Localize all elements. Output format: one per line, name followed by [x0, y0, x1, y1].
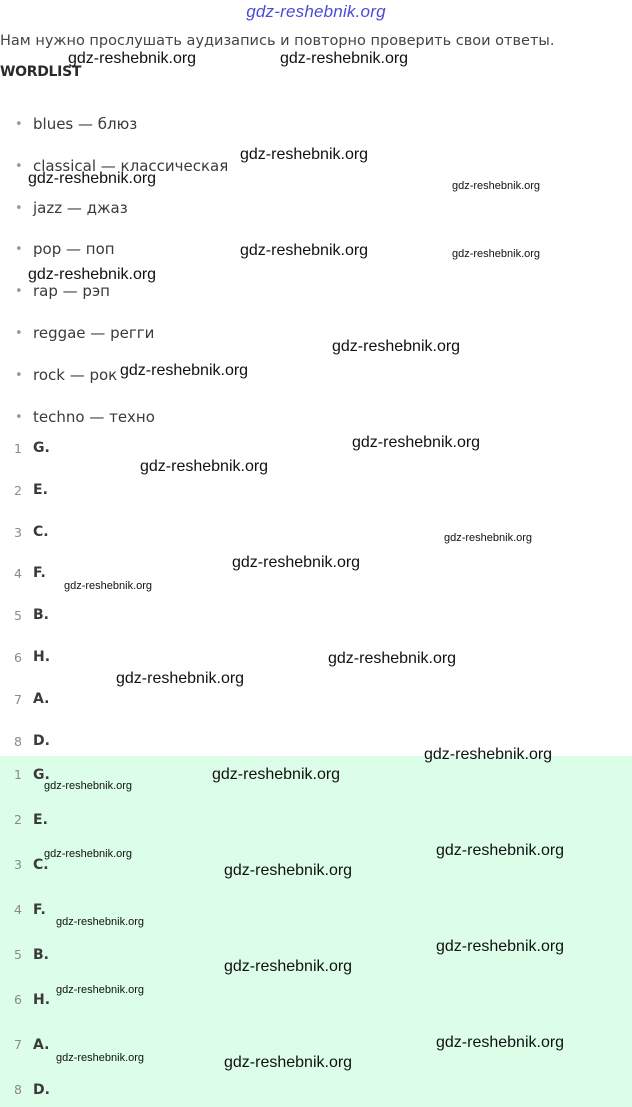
intro-text: Нам нужно прослушать аудизапись и повторно проверить свои ответы. — [0, 33, 555, 49]
watermark: gdz-reshebnik.org — [28, 266, 157, 283]
answer-number: 6 — [14, 992, 22, 1007]
watermark: gdz-reshebnik.org — [452, 248, 541, 260]
wordlist-item-text: pop — поп — [33, 240, 115, 259]
wordlist — [0, 104, 228, 438]
watermark: gdz-reshebnik.org — [56, 984, 145, 996]
answer-letter: E. — [33, 481, 48, 498]
answer-row — [0, 891, 632, 936]
bullet-icon: • — [15, 409, 23, 425]
answer-letter: F. — [33, 565, 46, 582]
watermark: gdz-reshebnik.org — [224, 1054, 353, 1071]
watermark: gdz-reshebnik.org — [44, 780, 133, 792]
watermark: gdz-reshebnik.org — [212, 766, 341, 783]
answer-letter: A. — [33, 1037, 50, 1053]
watermark: gdz-reshebnik.org — [120, 362, 249, 379]
watermark: gdz-reshebnik.org — [280, 50, 409, 67]
answer-number: 6 — [14, 649, 22, 665]
bullet-icon: • — [15, 284, 23, 300]
answer-letter: H. — [33, 648, 51, 665]
watermark: gdz-reshebnik.org — [444, 532, 533, 544]
answer-row — [0, 846, 632, 891]
answer-row — [0, 679, 632, 721]
answer-row — [0, 801, 632, 846]
watermark: gdz-reshebnik.org — [44, 848, 133, 860]
answer-row — [0, 1026, 632, 1071]
watermark: gdz-reshebnik.org — [352, 434, 481, 451]
wordlist-item — [0, 355, 228, 397]
watermark: gdz-reshebnik.org — [240, 242, 369, 259]
wordlist-item-text: techno — техно — [33, 407, 155, 426]
watermark: gdz-reshebnik.org — [56, 1052, 145, 1064]
answer-letter: F. — [33, 902, 46, 918]
watermark: gdz-reshebnik.org — [328, 650, 457, 667]
answer-number: 8 — [14, 1082, 22, 1097]
bullet-icon: • — [15, 158, 23, 174]
answer-row — [0, 1071, 632, 1107]
answer-row — [0, 637, 632, 679]
answer-list-highlighted — [0, 756, 632, 1107]
site-header-watermark: gdz-reshebnik.org — [246, 2, 386, 21]
answer-row — [0, 595, 632, 637]
wordlist-item-text: jazz — джаз — [33, 198, 128, 217]
answer-number: 4 — [14, 902, 22, 917]
answer-letter: C. — [33, 523, 49, 540]
bullet-icon: • — [15, 242, 23, 258]
bullet-icon: • — [15, 325, 23, 341]
answer-number: 5 — [14, 947, 22, 962]
answer-letter: G. — [33, 440, 50, 456]
answer-row — [0, 553, 632, 595]
watermark: gdz-reshebnik.org — [224, 862, 353, 879]
answer-number: 1 — [14, 767, 22, 782]
answer-number: 4 — [14, 566, 22, 582]
answer-number: 5 — [14, 608, 22, 624]
answer-list-first — [0, 428, 632, 762]
answer-letter: D. — [33, 732, 50, 749]
wordlist-item-text: blues — блюз — [33, 115, 138, 133]
watermark: gdz-reshebnik.org — [424, 746, 553, 763]
watermark: gdz-reshebnik.org — [436, 842, 565, 859]
answer-row — [0, 428, 632, 470]
watermark: gdz-reshebnik.org — [452, 180, 541, 192]
answer-number: 2 — [14, 812, 22, 827]
watermark: gdz-reshebnik.org — [56, 916, 145, 928]
wordlist-item — [0, 313, 228, 355]
answer-number: 1 — [14, 441, 22, 456]
wordlist-item — [0, 146, 228, 188]
answer-letter: D. — [33, 1082, 50, 1098]
wordlist-item-text: classical — классическая — [33, 156, 229, 175]
watermark: gdz-reshebnik.org — [28, 170, 157, 187]
answer-row — [0, 512, 632, 554]
watermark: gdz-reshebnik.org — [64, 580, 153, 592]
watermark: gdz-reshebnik.org — [224, 958, 353, 975]
wordlist-title: WORDLIST — [0, 64, 82, 80]
answer-number: 3 — [14, 857, 22, 872]
answer-number: 2 — [14, 482, 22, 498]
answer-row — [0, 981, 632, 1026]
watermark: gdz-reshebnik.org — [140, 458, 269, 475]
wordlist-item — [0, 188, 228, 230]
wordlist-item-text: rap — рэп — [33, 282, 110, 301]
answer-letter: A. — [33, 690, 50, 707]
watermark: gdz-reshebnik.org — [116, 670, 245, 687]
wordlist-item-text: rock — рок — [33, 365, 118, 384]
answer-row — [0, 470, 632, 512]
answer-letter: C. — [33, 857, 49, 873]
watermark: gdz-reshebnik.org — [436, 1034, 565, 1051]
answer-letter: E. — [33, 812, 48, 828]
answer-row — [0, 756, 632, 801]
bullet-icon: • — [15, 367, 23, 383]
answer-row — [0, 936, 632, 981]
answer-letter: G. — [33, 767, 50, 783]
answer-number: 3 — [14, 524, 22, 540]
wordlist-item-text: reggae — регги — [33, 323, 155, 342]
wordlist-item — [0, 104, 228, 146]
watermark: gdz-reshebnik.org — [240, 146, 369, 163]
watermark: gdz-reshebnik.org — [332, 338, 461, 355]
watermark: gdz-reshebnik.org — [436, 938, 565, 955]
answer-number: 7 — [14, 691, 22, 707]
wordlist-item — [0, 229, 228, 271]
watermark: gdz-reshebnik.org — [232, 554, 361, 571]
bullet-icon: • — [15, 200, 23, 216]
bullet-icon: • — [15, 117, 23, 132]
answer-letter: B. — [33, 607, 49, 624]
wordlist-item — [0, 271, 228, 313]
answer-letter: H. — [33, 992, 51, 1008]
answer-number: 8 — [14, 733, 22, 749]
watermark: gdz-reshebnik.org — [68, 50, 197, 67]
answer-number: 7 — [14, 1037, 22, 1052]
answer-letter: B. — [33, 947, 49, 963]
